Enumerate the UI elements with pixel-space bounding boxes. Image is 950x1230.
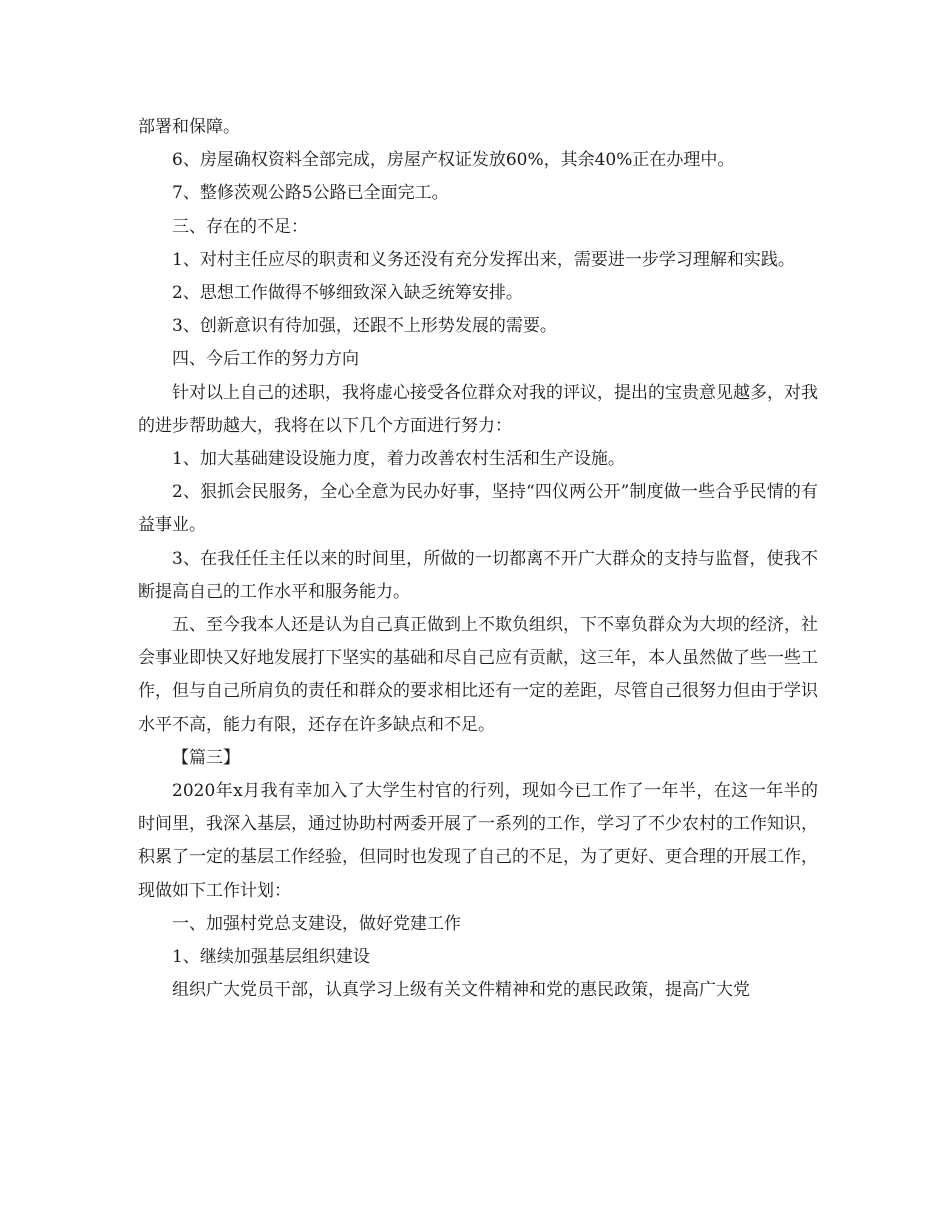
paragraph-party-item-1: 1、继续加强基层组织建设 [172, 947, 370, 968]
paragraph-direction-1: 1、加大基础建设设施力度，着力改善农村生活和生产设施。 [172, 449, 625, 470]
paragraph-direction-intro: 针对以上自己的述职，我将虚心接受各位群众对我的评议，提出的宝贵意见越多，对我的进步帮助越大，我将在以下几个方面进行努力： [138, 382, 818, 436]
document-body [138, 111, 818, 1007]
section-heading-direction: 四、今后工作的努力方向 [172, 349, 359, 370]
paragraph-direction-2: 2、狠抓会民服务，全心全意为民办好事，坚持“四仪两公开”制度做一些合乎民情的有益事业。 [138, 482, 818, 536]
section-heading-shortcomings: 三、存在的不足： [172, 216, 308, 237]
paragraph-shortcoming-1: 1、对村主任应尽的职责和义务还没有充分发挥出来，需要进一步学习理解和实践。 [172, 249, 795, 270]
paragraph-plan-intro: 2020年x月我有幸加入了大学生村官的行列，现如今已工作了一年半，在这一年半的时间里，我深入基层，通过协助村两委开展了一系列的工作，学习了不少农村的工作知识，积累了一定的基层工作经验，但同时也发现了自己的不足，为了更好、更合理的开展工作，现做如下工作计划： [138, 781, 818, 901]
paragraph-direction-3: 3、在我任任主任以来的时间里，所做的一切都离不开广大群众的支持与监督，使我不断提高自己的工作水平和服务能力。 [138, 548, 818, 602]
paragraph-item-7: 7、整修茨观公路5公路已全面完工。 [172, 183, 449, 204]
chapter-heading-part-three: 【篇三】 [172, 747, 240, 768]
section-heading-party-building: 一、加强村党总支建设，做好党建工作 [172, 913, 461, 934]
paragraph-shortcoming-2: 2、思想工作做得不够细致深入缺乏统筹安排。 [172, 283, 523, 304]
paragraph-continuation: 部署和保障。 [138, 117, 240, 137]
paragraph-section-five: 五、至今我本人还是认为自己真正做到上不欺负组织，下不辜负群众为大坝的经济，社会事业即快又好地发展打下坚实的基础和尽自己应有贡献，这三年，本人虽然做了些一些工作，但与自己所肩负的责任和群众的要求相比还有一定的差距，尽管自己很努力但由于学识水平不高，能力有限，还存在许多缺点和不足。 [138, 615, 818, 735]
paragraph-party-detail: 组织广大党员干部，认真学习上级有关文件精神和党的惠民政策，提高广大党 [172, 980, 750, 1001]
paragraph-item-6: 6、房屋确权资料全部完成，房屋产权证发放60%，其余40%正在办理中。 [172, 150, 735, 171]
paragraph-shortcoming-3: 3、创新意识有待加强，还跟不上形势发展的需要。 [172, 316, 557, 337]
